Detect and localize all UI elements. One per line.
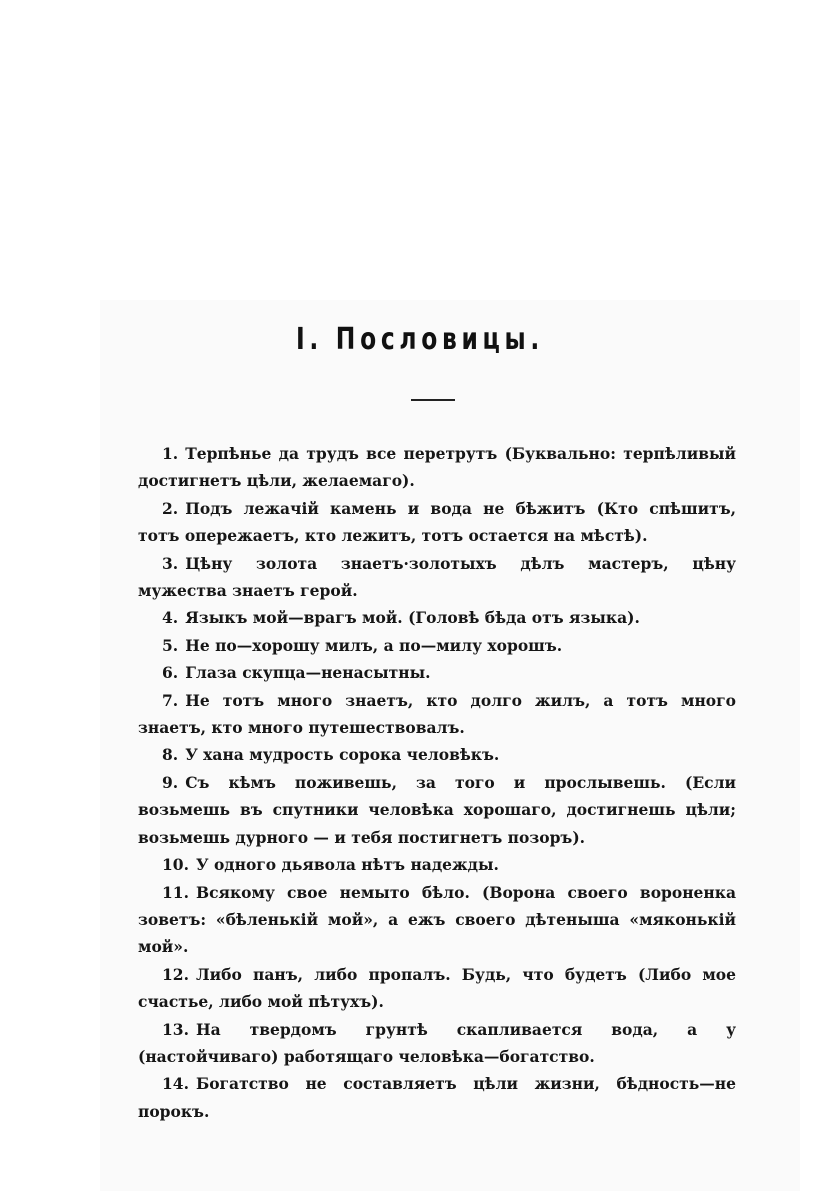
proverb bbox=[138, 769, 736, 851]
proverb-number: 2. bbox=[162, 498, 179, 518]
section-title: I. Пословицы. bbox=[296, 322, 544, 357]
title-rule bbox=[411, 399, 455, 401]
proverb-text: Терпѣнье да трудъ все перетрутъ (Буквально: терпѣливый достигнетъ цѣли, желаемаго). bbox=[138, 444, 736, 491]
proverb bbox=[138, 550, 736, 605]
proverb-number: 8. bbox=[162, 745, 179, 765]
proverb bbox=[138, 961, 736, 1016]
proverb-text: У хана мудрость сорока человѣкъ. bbox=[185, 745, 500, 765]
proverb-text: Подъ лежачій камень и вода не бѣжитъ (Кто спѣшитъ, тотъ опережаетъ, кто лежитъ, тотъ остается на мѣстѣ). bbox=[138, 498, 736, 546]
proverb bbox=[138, 440, 736, 495]
proverb-text: На твердомъ грунтѣ скапливается вода, а у (настойчиваго) работящаго человѣка—богатство. bbox=[138, 1019, 736, 1066]
proverb-number: 7. bbox=[162, 690, 179, 710]
proverb-text: Языкъ мой—врагъ мой. (Головѣ бѣда отъ языка). bbox=[185, 608, 640, 628]
proverb-text: Либо панъ, либо пропалъ. Будь, что будетъ (Либо мое счастье, либо мой пѣтухъ). bbox=[138, 964, 736, 1012]
proverb bbox=[138, 879, 736, 961]
proverb bbox=[138, 687, 736, 742]
proverb bbox=[138, 632, 736, 659]
proverbs-list bbox=[138, 440, 736, 1125]
proverb-text: Всякому свое немыто бѣло. (Ворона своего вороненка зоветъ: «бѣленькій мой», а ежъ своего дѣтеныша «мяконькій мой». bbox=[138, 882, 736, 957]
proverb-number: 1. bbox=[162, 444, 179, 463]
proverb-text: У одного дьявола нѣтъ надежды. bbox=[195, 855, 499, 875]
proverb-number: 10. bbox=[162, 855, 189, 875]
proverb-number: 11. bbox=[162, 882, 189, 902]
proverb bbox=[138, 741, 736, 768]
proverb-text: Глаза скупца—ненасытны. bbox=[185, 663, 431, 683]
proverb-number: 14. bbox=[162, 1074, 189, 1094]
proverb-number: 6. bbox=[162, 663, 179, 683]
proverb bbox=[138, 495, 736, 550]
proverb-text: Не по—хорошу милъ, а по—милу хорошъ. bbox=[185, 635, 563, 655]
proverb bbox=[138, 851, 736, 878]
proverb-text: Съ кѣмъ поживешь, за того и прослывешь. (Если возьмешь въ спутники человѣка хорошаго, достигнешь цѣли; возьмешь дурного — и тебя постигнетъ позоръ). bbox=[138, 772, 736, 847]
proverb-text: Цѣну золота знаетъ·золотыхъ дѣлъ мастеръ, цѣну мужества знаетъ герой. bbox=[138, 553, 736, 601]
proverb bbox=[138, 1070, 736, 1125]
proverb-text: Не тотъ много знаетъ, кто долго жилъ, а тотъ много знаетъ, кто много путешествовалъ. bbox=[138, 690, 736, 738]
proverb-number: 9. bbox=[162, 772, 179, 792]
proverb-number: 12. bbox=[162, 964, 189, 984]
proverb bbox=[138, 1016, 736, 1071]
proverb-number: 3. bbox=[162, 553, 179, 573]
proverb-number: 4. bbox=[162, 608, 179, 628]
proverb-number: 13. bbox=[162, 1019, 189, 1039]
proverb bbox=[138, 604, 736, 631]
proverb-text: Богатство не составляетъ цѣли жизни, бѣдность—не порокъ. bbox=[138, 1074, 736, 1121]
proverb bbox=[138, 659, 736, 686]
proverb-number: 5. bbox=[162, 635, 179, 655]
